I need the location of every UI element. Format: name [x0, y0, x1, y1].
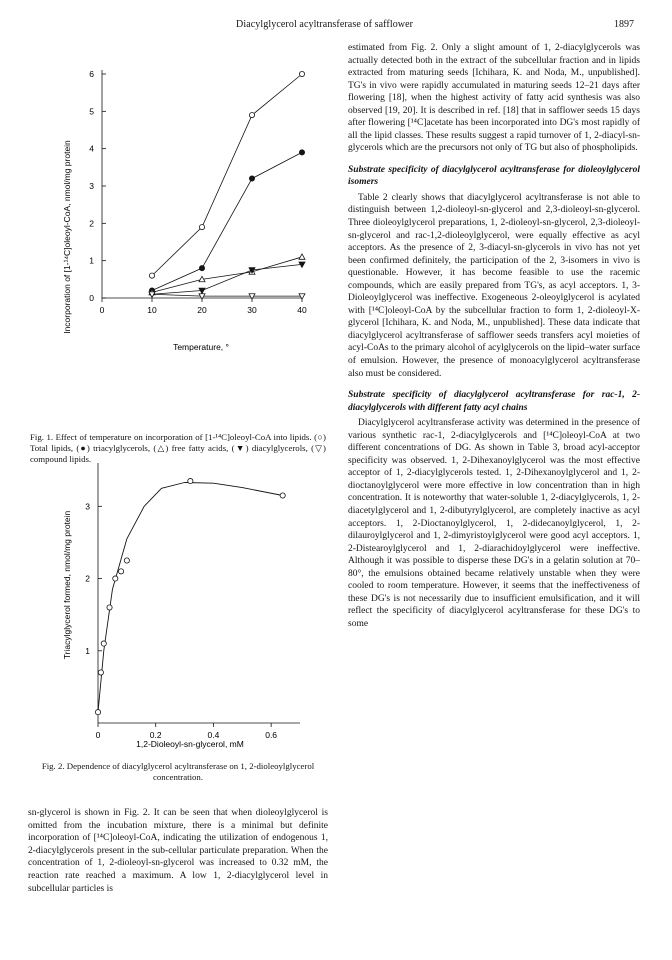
data-point [101, 641, 106, 646]
data-point [118, 569, 123, 574]
data-point [299, 71, 304, 76]
data-point [98, 670, 103, 675]
series-line [152, 74, 302, 276]
x-tick-label: 10 [147, 305, 157, 315]
page-number: 1897 [614, 19, 634, 30]
y-tick-label: 3 [85, 501, 90, 512]
data-point [299, 150, 304, 155]
x-tick-label: 0 [99, 305, 105, 315]
right-column [348, 42, 640, 630]
data-point [280, 493, 285, 498]
data-point [149, 273, 154, 278]
figure-2-axes [85, 463, 300, 740]
paragraph-3: Diacylglycerol acyltransferase activity was determined in the presence of various synthetic rac-1, 2-diacylglycerols and [¹⁴C]oleoyl-CoA at two different concentrations of DG. As shown in Table 3, broad acyl-acceptor specificity was observed. 1, 2-Dihexanoylglycerol was the most effective acceptor of 1, 2-diacylglycerols tested. 1, 2-Dihexanoylglycerol and 1, 2-dioctanoylglycerol were more effective in low concentration than in high concentration. It is noteworthy that water-soluble 1, 2-diacylglycerols, 1, 2-diacetylglycerol and 1, 2-dibutyrylglycerol, are completely inactive as acyl acceptors. 1, 2-Dioctanoylglycerol, 1, 2-didecanoylglycerol, 1, 2-dilauroylglycerol and 1, 2-dimyristoylglycerol were good acyl acceptors. 1, 2-Distearoylglycerol and 1, 2-diarachidoylglycerol were ineffective. Although it was possible to disperse these DG's in a gelatin solution at 70–80°, the emulsions obtained became relatively unstable when they were cooled to room temperature. However, it seems that the ineffectiveness of these DG's is not necessarily due to insufficient emulsification, and it will reflect the specificity of diacylglycerol acyltransferase for these DG's to some [348, 418, 640, 629]
data-point [199, 224, 204, 229]
series-line [152, 152, 302, 290]
y-tick-label: 2 [89, 218, 94, 229]
figure-1-axes [89, 69, 307, 315]
x-tick-label: 0.4 [207, 730, 220, 740]
y-tick-label: 1 [89, 255, 94, 266]
x-tick-label: 40 [297, 305, 307, 315]
figure-2-series [95, 478, 285, 714]
data-point [124, 558, 129, 563]
x-tick-label: 20 [197, 305, 207, 315]
data-point [113, 576, 118, 581]
series-line [152, 294, 302, 296]
data-point [95, 710, 100, 715]
running-title: Diacylglycerol acyltransferase of safflower [236, 19, 414, 30]
figure-2-x-axis-label: 1,2-Dioleoyl-sn-glycerol, mM [136, 739, 244, 749]
data-point [249, 176, 254, 181]
figure-1-y-axis-label: Incorporation of [1-¹⁴C]oleoyl-CoA, nmol/mg protein [62, 140, 72, 334]
y-tick-label: 1 [85, 645, 90, 656]
x-tick-label: 0.6 [265, 730, 278, 740]
y-tick-label: 3 [89, 181, 94, 191]
x-tick-label: 0 [95, 730, 101, 740]
data-point [249, 112, 254, 117]
series-total-lipids [149, 71, 304, 278]
paragraph-2: Table 2 clearly shows that diacylglycerol acyltransferase is not able to distinguish between 1,2-dioleoyl-sn-glycerol and 2,3-dioleoyl-sn-glycerol. Three dioleoylglycerol preparations, 1, 2-dioleoyl-sn-glycerol, 2,3-dioleoyl-sn-glycerol and rac-1,2-dioleoylglycerol, were equally effective as acyl acceptors. As the presence of 2, 3-diacyl-sn-glycerols in vivo has not yet been confirmed definitely, the participation of the 2, 3-isomers in vivo is questionable. However, it has become feasible to use the racemic compounds, which are easily prepared from TG's, as acyl acceptors. 1, 3-Dioleoylglycerol was ineffective. Exogeneous 2-oleoylglycerol is acylated with [¹⁴C]oleoyl-CoA by the subcellular fraction to form 1, 2-dioleoyl-X-glycerol [Ichihara, K. and Noda, M., unpublished]. These data indicate that diacylglycerol acyltransferase of safflower seeds transfers acyl moieties of acyl-CoAs to the primary alcohol of acylglycerols on the lipid–water surface of emulsion. However, the presence of monoacylglycerol acyltransferase also must be considered. [348, 192, 640, 379]
y-tick-label: 5 [89, 106, 94, 117]
series-line [152, 257, 302, 292]
figure-2-caption: Fig. 2. Dependence of diacylglycerol acyltransferase on 1, 2-dioleoylglycerol concentration. [41, 761, 315, 783]
figure-1-x-axis-label: Temperature, ° [173, 342, 229, 352]
data-point [107, 605, 112, 610]
section-heading-2: Substrate specificity of diacylglycerol acyltransferase for rac-1, 2-diacylglycerols with different fatty acyl chains [348, 390, 640, 413]
y-tick-label: 6 [89, 69, 94, 79]
x-tick-label: 0.2 [149, 730, 162, 740]
left-paragraph: sn-glycerol is shown in Fig. 2. It can be seen that when dioleoylglycerol is omitted from the incubation mixture, there is a minimal but definite incorporation of [¹⁴C]oleoyl-CoA, indicating the utilization of endogenous 1, 2-diacylglycerols present in the sub-cellular particulate preparation. When the concentration of 1, 2-dioleoyl-sn-glycerol was increased to 0.32 mM, the reaction rate reached a maximum. A low 1, 2-diacylglycerol level in subcellular particles is [28, 808, 328, 894]
left-column-text [28, 807, 328, 895]
series-line [152, 264, 302, 294]
series-diacylglycerols [149, 262, 305, 297]
figure-2-y-axis-label: Triacylglycerol formed, nmol/mg protein [62, 510, 72, 660]
figure-2-chart [50, 455, 320, 755]
y-tick-label: 4 [89, 143, 94, 154]
data-point [188, 478, 193, 483]
figure-1-caption: Fig. 1. Effect of temperature on incorporation of [1-¹⁴C]oleoyl-CoA into lipids. (○) Total lipids, (●) triacylglycerols, (△) free fatty acids, (▼) diacylglycerols, (▽) compound lipids. [30, 432, 326, 465]
series-free-fatty-acids [149, 254, 305, 295]
y-tick-label: 2 [85, 573, 90, 584]
paragraph-1: estimated from Fig. 2. Only a slight amount of 1, 2-diacylglycerols was actually detected both in the extract of the subcellular fraction and in lipids extracted from maturing seeds [Ichihara, K. and Noda, M., unpublished]. TG's in vivo were rapidly accumulated in maturing seeds 12–21 days after flowering [18], when the highest activity of fatty acid synthesis was also observed [19, 20]. It is described in ref. [18] that in safflower seeds 15 days after flowering [¹⁴C]acetate has been incorporated into DG's most rapidly of all the lipid classes. These results suggest a rapid turnover of 1, 2-diacyl-sn-glycerols which are the precursors not only of TG but also of phospholipids. [348, 43, 640, 154]
x-tick-label: 30 [247, 305, 257, 315]
y-tick-label: 0 [89, 293, 94, 303]
fitted-curve [98, 483, 283, 713]
figure-1-chart [50, 62, 320, 357]
data-point [299, 254, 305, 259]
data-point [199, 266, 204, 271]
section-heading-1: Substrate specificity of diacylglycerol acyltransferase for dioleoylglycerol isomers [348, 164, 640, 188]
figure-1-series [149, 71, 305, 299]
